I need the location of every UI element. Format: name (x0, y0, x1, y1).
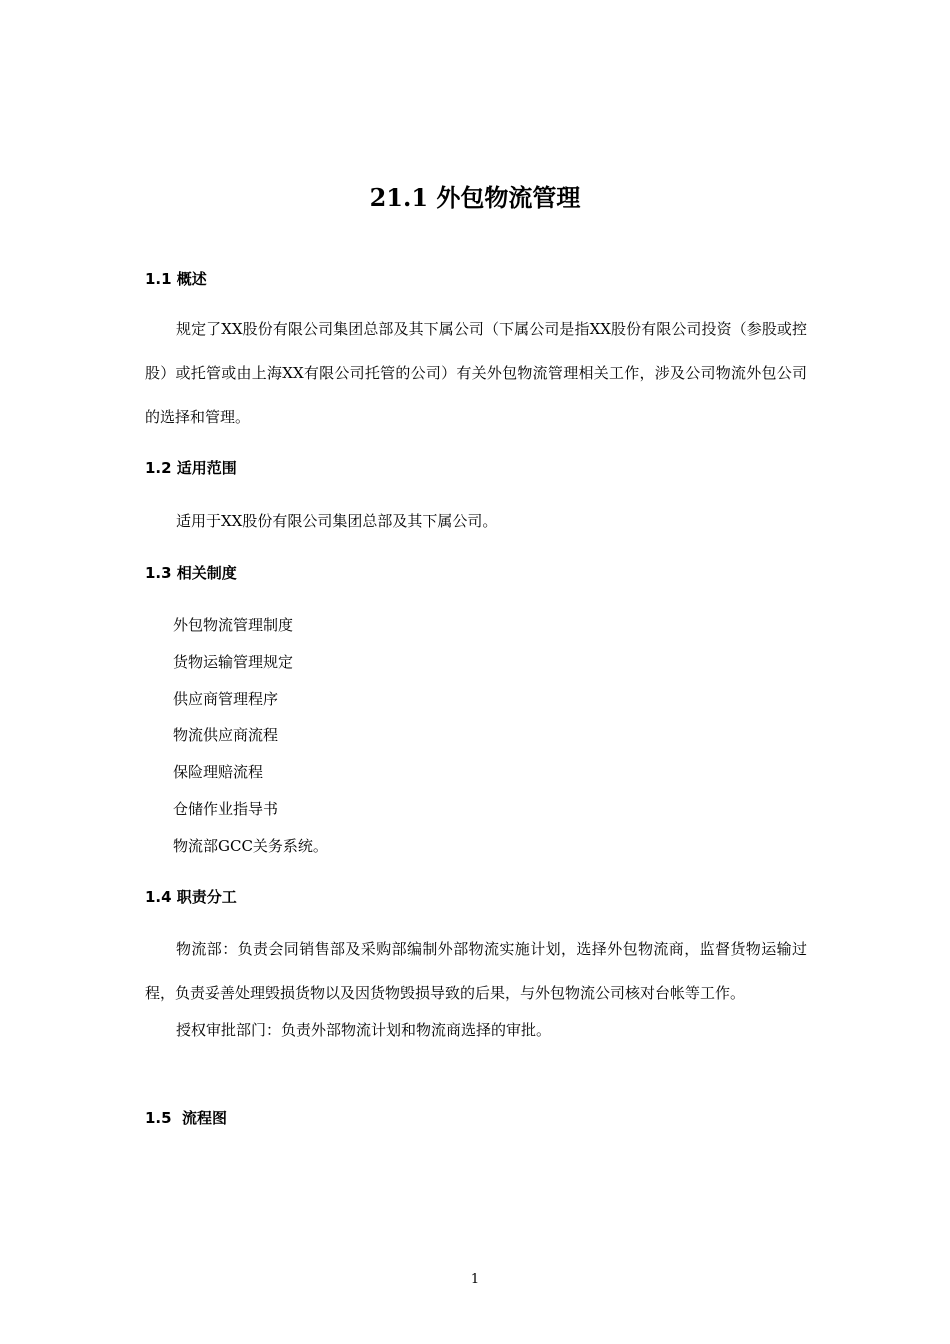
section-heading-responsibilities: 1.4 职责分工 (145, 888, 237, 906)
list-item: 外包物流管理制度 (173, 616, 294, 634)
overview-paragraph: 规定了XX股份有限公司集团总部及其下属公司（下属公司是指XX股份有限公司投资（参股或控股）或托管或由上海XX有限公司托管的公司）有关外包物流管理相关工作，涉及公司物流外包公司的选择和管理。 (145, 320, 807, 426)
section-heading-related-policies: 1.3 相关制度 (145, 564, 237, 582)
related-policies-list (173, 614, 328, 872)
document-title: 21.1 外包物流管理 (369, 183, 581, 212)
list-item: 物流部GCC关务系统。 (173, 836, 328, 855)
list-item: 货物运输管理规定 (173, 652, 294, 671)
section-heading-flowchart: 1.5 流程图 (145, 1109, 228, 1127)
list-item: 保险理赔流程 (173, 763, 264, 782)
logistics-dept-paragraph: 物流部：负责会同销售部及采购部编制外部物流实施计划，选择外包物流商，监督货物运输过程，负责妥善处理毁损货物以及因货物毁损导致的后果，与外包物流公司核对台帐等工作。 (145, 940, 807, 1002)
list-item: 物流供应商流程 (173, 726, 279, 745)
scope-paragraph: 适用于XX股份有限公司集团总部及其下属公司。 (176, 512, 498, 530)
section-heading-overview: 1.1 概述 (145, 270, 207, 288)
approval-dept-paragraph: 授权审批部门：负责外部物流计划和物流商选择的审批。 (176, 1021, 552, 1039)
list-item: 仓储作业指导书 (173, 799, 279, 818)
section-heading-scope: 1.2 适用范围 (145, 459, 237, 477)
page-number: 1 (470, 1272, 480, 1287)
list-item: 供应商管理程序 (173, 689, 279, 708)
